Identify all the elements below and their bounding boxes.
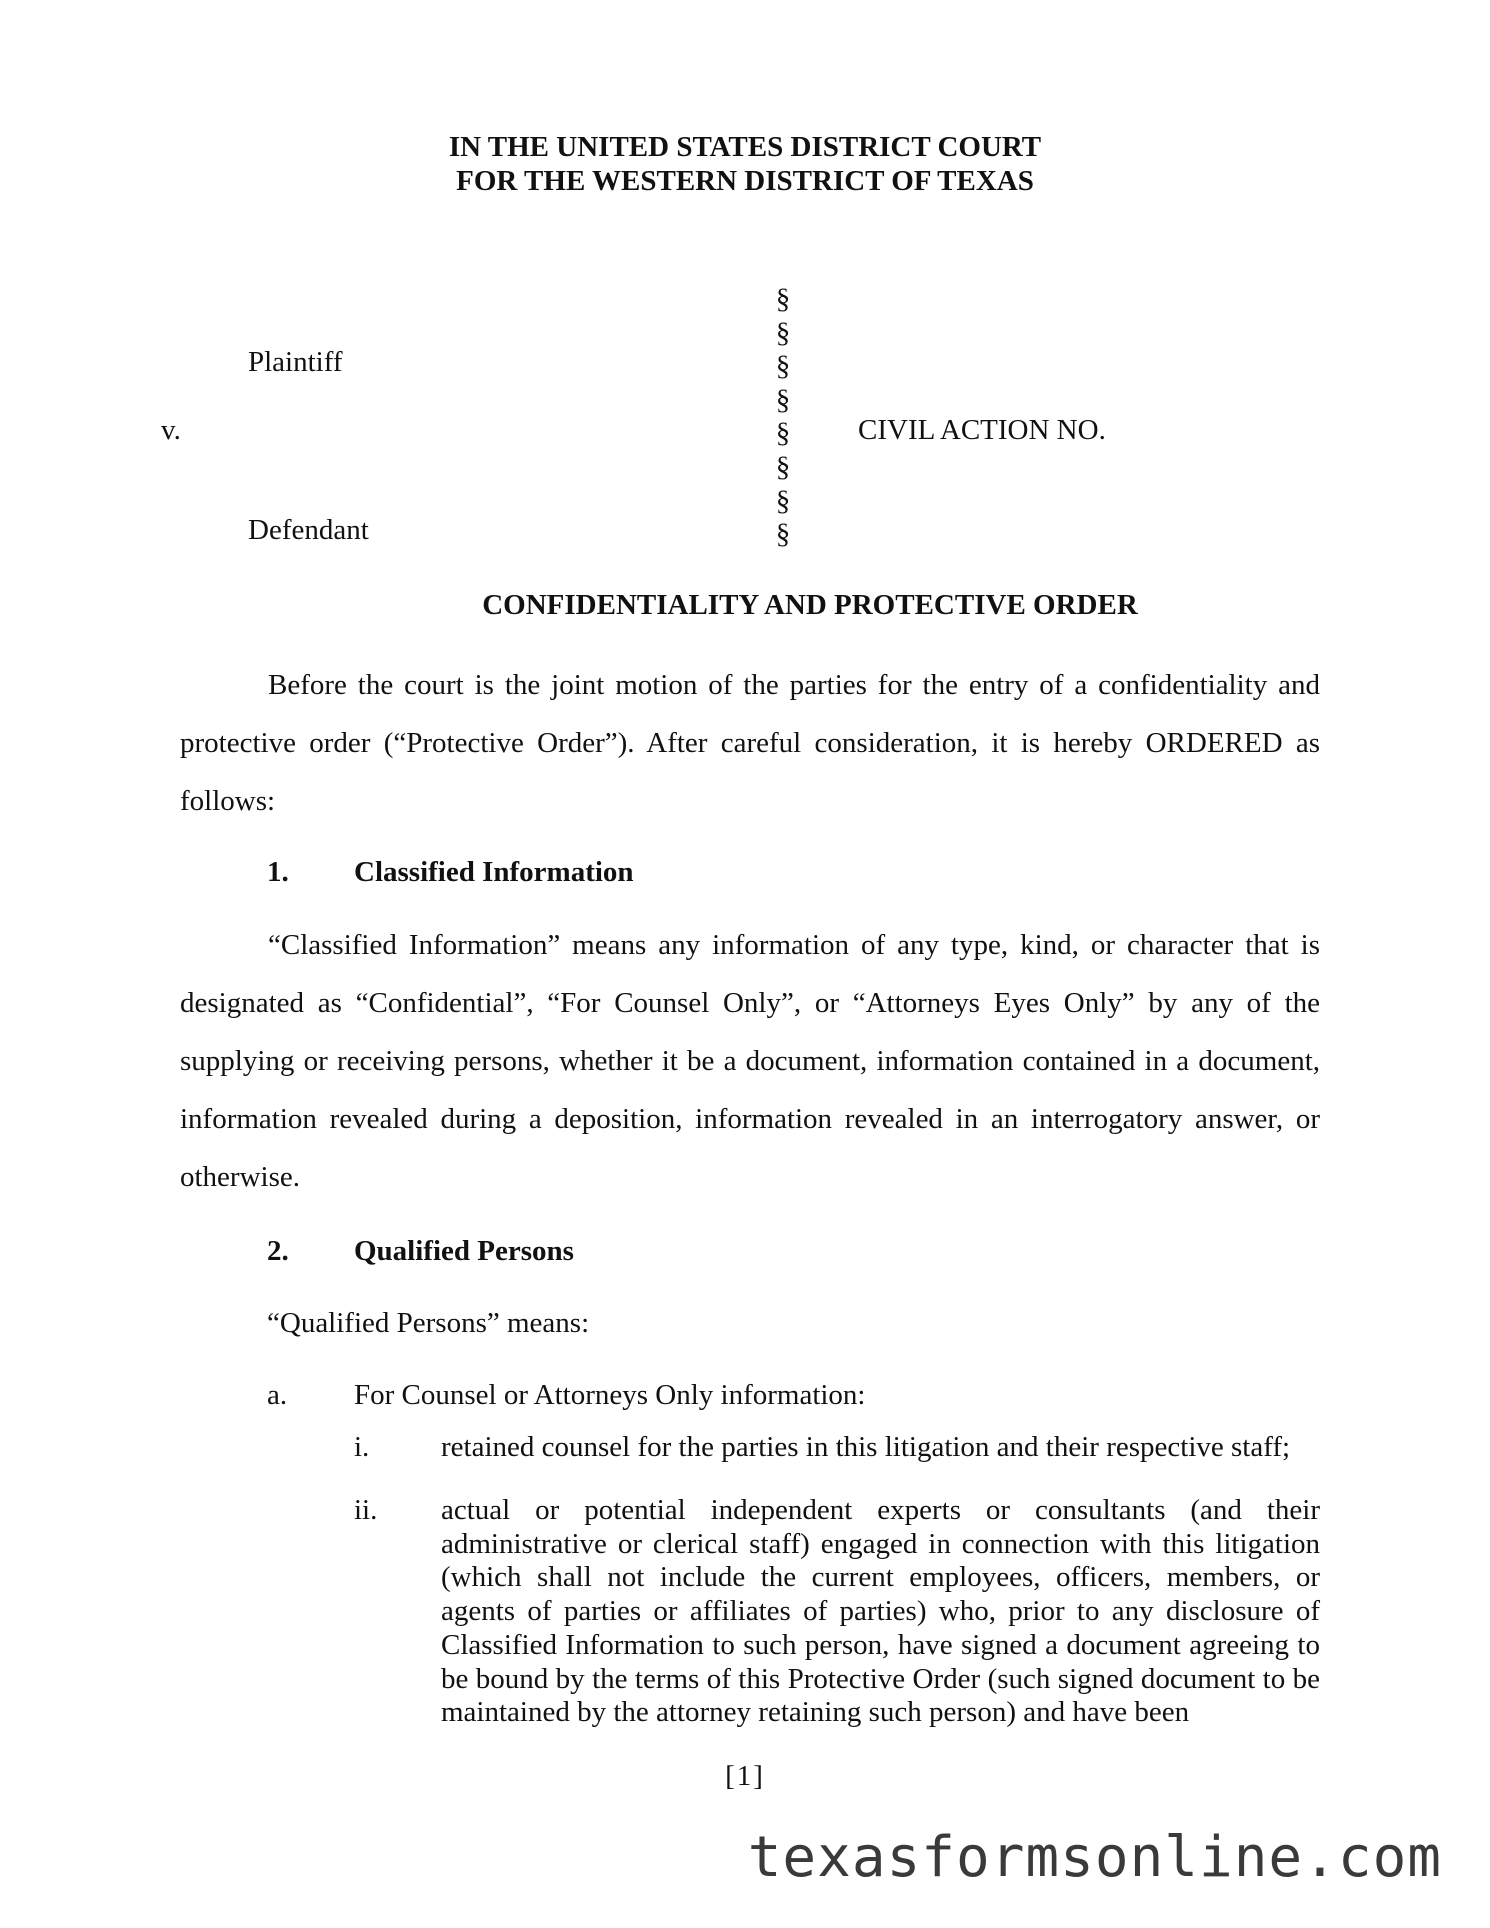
section-symbol: §: [775, 417, 791, 450]
court-name: IN THE UNITED STATES DISTRICT COURT: [448, 131, 1042, 163]
section-number: 2.: [267, 1235, 289, 1267]
section-symbol: §: [775, 450, 791, 483]
section-symbol: §: [775, 316, 791, 349]
section-title: Qualified Persons: [354, 1235, 574, 1267]
sub-item-label: ii.: [354, 1494, 378, 1526]
list-item-label: a.: [267, 1379, 288, 1411]
section-heading: [0, 1235, 1490, 1269]
section-symbol: §: [775, 383, 791, 416]
list-item-text: For Counsel or Attorneys Only information:: [354, 1379, 866, 1411]
versus-label: v.: [161, 414, 181, 446]
sub-item-text: actual or potential independent experts or consultants (and their administrative or clerical staff) engaged in connection with this litigation (which shall not include the current employees, officers, members, or agents of parties or affiliates of parties) who, prior to any disclosure of Classified Information to such person, have signed a document agreeing to be bound by the terms of this Protective Order (such signed document to be maintained by the attorney retaining such person) and have been: [441, 1494, 1320, 1729]
order-title: CONFIDENTIALITY AND PROTECTIVE ORDER: [482, 589, 1138, 621]
caption-section-symbols: [768, 283, 798, 552]
page-number: [1]: [725, 1760, 765, 1792]
section-symbol: §: [775, 283, 791, 315]
plaintiff-label: Plaintiff: [248, 346, 343, 378]
section-heading: [0, 856, 1490, 890]
section-body: “Classified Information” means any information of any type, kind, or character that is designated as “Confidential”, “For Counsel Only”, or “Attorneys Eyes Only” by any of the supplying or receiving persons, whether it be a document, information contained in a document, information revealed during a deposition, information revealed in an interrogatory answer, or otherwise.: [180, 929, 1320, 1193]
intro-paragraph: Before the court is the joint motion of the parties for the entry of a confidentiality and protective order (“Protective Order”). After careful consideration, it is hereby ORDERED as follows:: [180, 669, 1320, 817]
court-district: FOR THE WESTERN DISTRICT OF TEXAS: [456, 165, 1034, 197]
sub-item-label: i.: [354, 1431, 370, 1463]
site-watermark: texasformsonline.com: [747, 1825, 1442, 1890]
section-symbol: §: [775, 350, 791, 383]
section-number: 1.: [267, 856, 289, 888]
sub-item-text: retained counsel for the parties in this litigation and their respective staff;: [441, 1431, 1291, 1463]
section-title: Classified Information: [354, 856, 634, 888]
defendant-label: Defendant: [248, 514, 369, 546]
civil-action-label: CIVIL ACTION NO.: [858, 414, 1106, 446]
section-symbol: §: [775, 518, 791, 551]
section-symbol: §: [775, 484, 791, 517]
qualified-persons-intro: “Qualified Persons” means:: [267, 1307, 590, 1339]
